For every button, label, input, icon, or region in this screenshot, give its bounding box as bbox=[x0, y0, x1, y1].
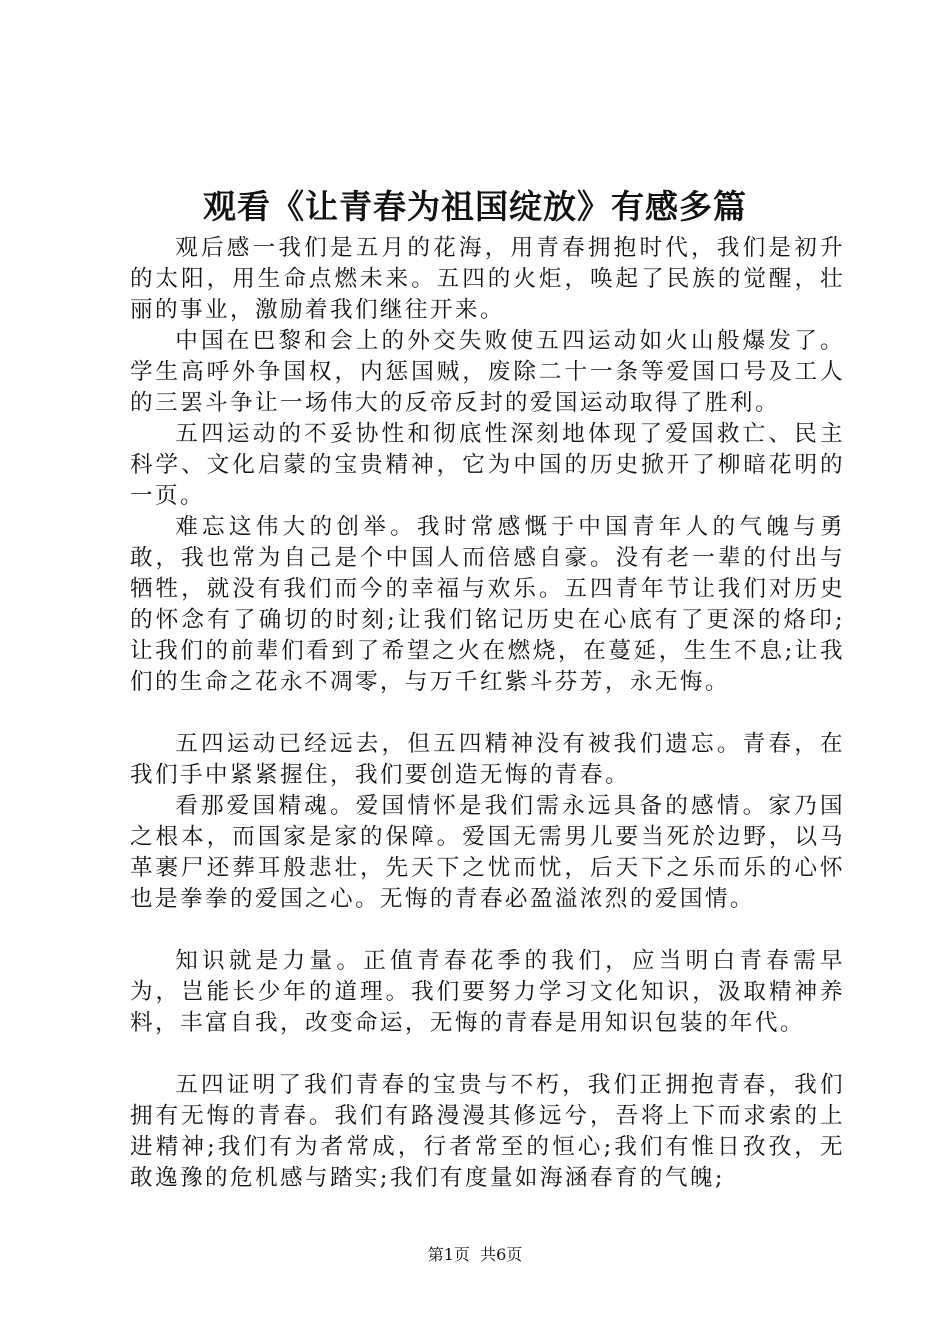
paragraph: 观后感一我们是五月的花海，用青春拥抱时代，我们是初升的太阳，用生命点燃未来。五四的火炬，唤起了民族的觉醒，壮丽的事业，激励着我们继往开来。 bbox=[130, 235, 845, 323]
paragraph: 中国在巴黎和会上的外交失败使五四运动如火山般爆发了。学生高呼外争国权，内惩国贼，废除二十一条等爱国口号及工人的三罢斗争让一场伟大的反帝反封的爱国运动取得了胜利。 bbox=[130, 328, 845, 416]
paragraph: 看那爱国精魂。爱国情怀是我们需永远具备的感情。家乃国之根本，而国家是家的保障。爱国无需男儿要当死於边野，以马革裹尸还葬耳般悲壮，先天下之忧而忧，后天下之乐而乐的心怀也是拳拳的爱国之心。无悔的青春必盈溢浓烈的爱国情。 bbox=[130, 793, 845, 912]
page-number-footer: 第1页 共6页 bbox=[427, 1245, 523, 1264]
paragraph: 五四证明了我们青春的宝贵与不朽，我们正拥抱青春，我们拥有无悔的青春。我们有路漫漫其修远兮，吾将上下而求索的上进精神;我们有为者常成，行者常至的恒心;我们有惟日孜孜，无敢逸豫的危机感与踏实;我们有度量如海涵春育的气魄; bbox=[130, 1072, 845, 1191]
paragraph: 五四运动已经远去，但五四精神没有被我们遗忘。青春，在我们手中紧紧握住，我们要创造无悔的青春。 bbox=[130, 731, 845, 788]
document-title: 观看《让青春为祖国绽放》有感多篇 bbox=[203, 187, 747, 226]
paragraph: 难忘这伟大的创举。我时常感慨于中国青年人的气魄与勇敢，我也常为自己是个中国人而倍感自豪。没有老一辈的付出与牺牲，就没有我们而今的幸福与欢乐。五四青年节让我们对历史的怀念有了确切的时刻;让我们铭记历史在心底有了更深的烙印;让我们的前辈们看到了希望之火在燃烧，在蔓延，生生不息;让我们的生命之花永不凋零，与万千红紫斗芬芳，永无悔。 bbox=[130, 514, 845, 695]
document-body bbox=[130, 233, 845, 1194]
paragraph: 知识就是力量。正值青春花季的我们，应当明白青春需早为，岂能长少年的道理。我们要努力学习文化知识，汲取精神养料，丰富自我，改变命运，无悔的青春是用知识包装的年代。 bbox=[130, 948, 845, 1036]
paragraph: 五四运动的不妥协性和彻底性深刻地体现了爱国救亡、民主科学、文化启蒙的宝贵精神，它为中国的历史掀开了柳暗花明的一页。 bbox=[130, 421, 845, 509]
